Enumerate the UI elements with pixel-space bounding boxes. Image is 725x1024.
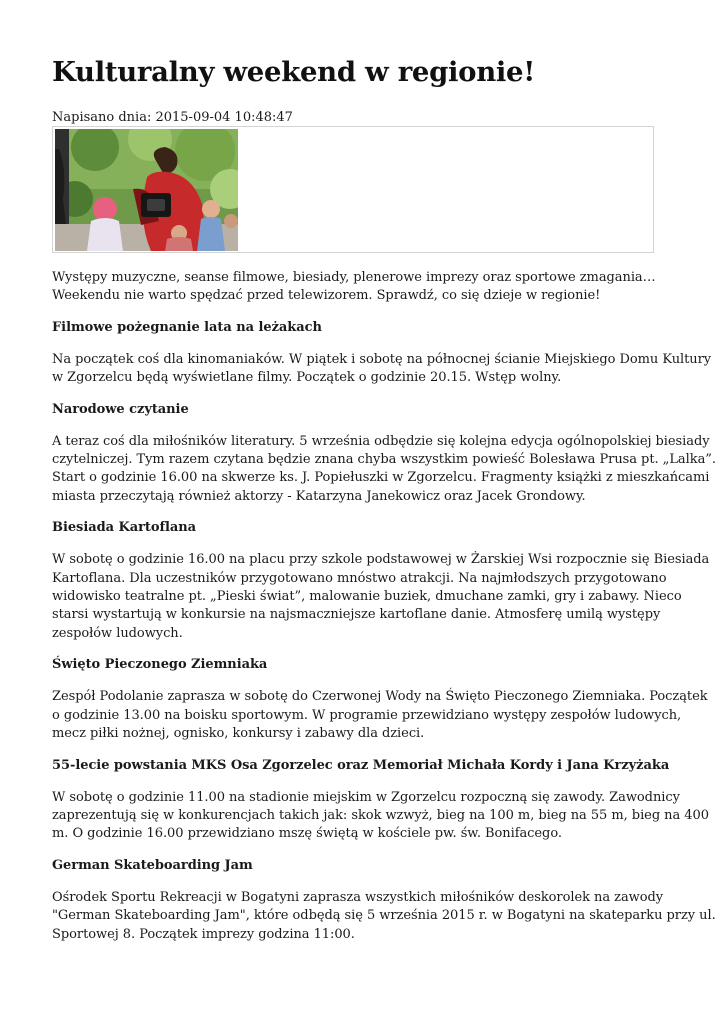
text-line: miasta przeczytają również aktorzy - Katarzyna Janekowicz oraz Jacek Grondowy.: [52, 488, 586, 504]
text-line: m. O godzinie 16.00 przewidziano mszę świętą w kościele pw. św. Bonifacego.: [52, 826, 562, 842]
text-line: Zespół Podolanie zaprasza w sobotę do Czerwonej Wody na Święto Pieczonego Ziemniaka. Początek: [52, 689, 708, 705]
text-line: W sobotę o godzinie 11.00 na stadionie miejskim w Zgorzelcu rozpoczną się zawody. Zawodnicy: [52, 789, 680, 805]
article-photo: [55, 129, 238, 251]
text-line: czytelniczej. Tym razem czytana będzie znana chyba wszystkim powieść Bolesława Prusa pt. „Lalka”.: [52, 452, 716, 468]
text-line: Ośrodek Sportu Rekreacji w Bogatyni zaprasza wszystkich miłośników deskorolek na zawody: [52, 889, 664, 905]
text-line: mecz piłki nożnej, ognisko, konkursy i zabawy dla dzieci.: [52, 726, 425, 742]
text-line: A teraz coś dla miłośników literatury. 5 września odbędzie się kolejna edycja ogólnopolskiej biesiady: [52, 433, 710, 449]
lead-line: Występy muzyczne, seanse filmowe, biesiady, plenerowe imprezy oraz sportowe zmagania…: [52, 270, 656, 285]
text-line: starsi wystartują w konkursie na najsmaczniejsze kartoflane danie. Atmosferę umilą występy: [52, 607, 661, 623]
text-line: "German Skateboarding Jam", które odbędą się 5 września 2015 r. w Bogatyni na skateparku przy ul.: [52, 908, 716, 924]
text-line: zaprezentują się w konkurencjach takich jak: skok wzwyż, bieg na 100 m, bieg na 55 m, bieg na 400: [52, 807, 709, 823]
article-lead: [52, 269, 677, 306]
section-text: [52, 551, 710, 643]
section-heading: Biesiada Kartoflana: [52, 520, 197, 536]
text-line: Start o godzinie 16.00 na skwerze ks. J. Popiełuszki w Zgorzelcu. Fragmenty książki z mieszkańcami: [52, 470, 710, 486]
lead-line: Weekendu nie warto spędzać przed telewizorem. Sprawdź, co się dzieje w regionie!: [52, 288, 601, 304]
text-line: Sportowej 8. Początek imprezy godzina 11:00.: [52, 926, 355, 942]
section-text: [52, 433, 716, 507]
article-date: Napisano dnia: 2015-09-04 10:48:47: [52, 110, 293, 125]
section-text: [52, 351, 712, 388]
section-heading: Narodowe czytanie: [52, 401, 189, 417]
text-line: zespołów ludowych.: [52, 625, 183, 641]
article-image-frame: [52, 126, 654, 253]
section-text: [52, 789, 709, 844]
text-line: Na początek coś dla kinomaniaków. W piątek i sobotę na północnej ścianie Miejskiego Domu Kultury: [52, 351, 712, 367]
article-body: [52, 269, 716, 957]
article-title: Kulturalny weekend w regionie!: [52, 56, 536, 88]
section-heading: German Skateboarding Jam: [52, 857, 253, 873]
text-line: Kartoflana. Dla uczestników przygotowano mnóstwo atrakcji. Na najmłodszych przygotowano: [52, 570, 667, 586]
section-text: [52, 688, 708, 743]
section-text: [52, 889, 716, 944]
section-heading: 55-lecie powstania MKS Osa Zgorzelec oraz Memoriał Michała Kordy i Jana Krzyżaka: [52, 757, 670, 773]
section-heading: Filmowe pożegnanie lata na leżakach: [52, 319, 322, 335]
text-line: W sobotę o godzinie 16.00 na placu przy szkole podstawowej w Żarskiej Wsi rozpocznie się Biesiada: [52, 552, 710, 568]
text-line: w Zgorzelcu będą wyświetlane filmy. Początek o godzinie 20.15. Wstęp wolny.: [52, 370, 562, 386]
section-heading: Święto Pieczonego Ziemniaka: [52, 657, 268, 673]
text-line: widowisko teatralne pt. „Pieski świat”, malowanie buziek, dmuchane zamki, gry i zabawy. Nieco: [52, 589, 682, 605]
text-line: o godzinie 13.00 na boisku sportowym. W programie przewidziano występy zespołów ludowych,: [52, 707, 682, 723]
